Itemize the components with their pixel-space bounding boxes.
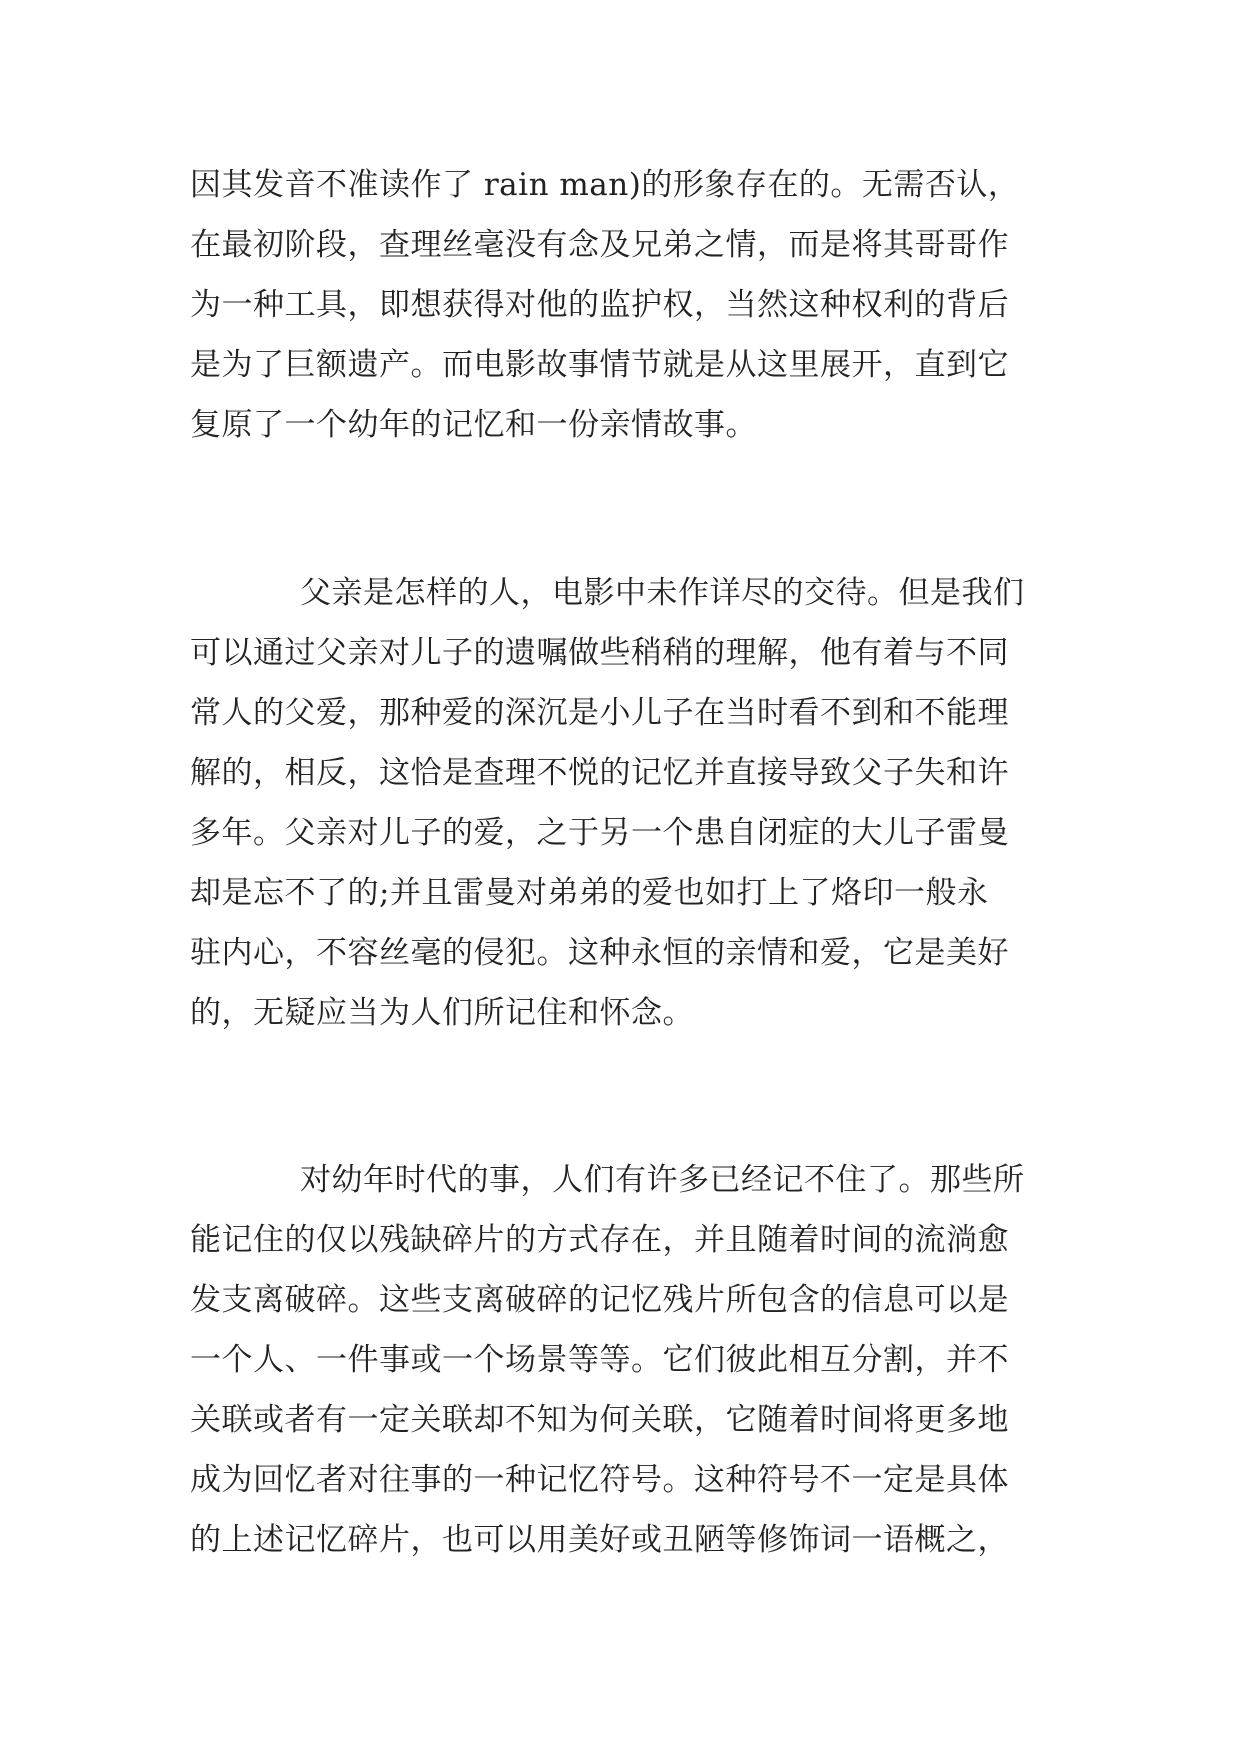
text-line: 的，无疑应当为人们所记住和怀念。 bbox=[190, 995, 694, 1031]
text-line: 却是忘不了的;并且雷曼对弟弟的爱也如打上了烙印一般永 bbox=[190, 875, 989, 911]
text-line: 多年。父亲对儿子的爱，之于另一个患自闭症的大儿子雷曼 bbox=[190, 815, 1009, 851]
text-line: 的上述记忆碎片，也可以用美好或丑陋等修饰词一语概之， bbox=[190, 1522, 1009, 1558]
text-line: 驻内心，不容丝毫的侵犯。这种永恒的亲情和爱，它是美好 bbox=[190, 935, 1009, 971]
text-line: 在最初阶段，查理丝毫没有念及兄弟之情，而是将其哥哥作 bbox=[190, 227, 1009, 263]
text-line: 可以通过父亲对儿子的遗嘱做些稍稍的理解，他有着与不同 bbox=[190, 635, 1009, 671]
text-line: 发支离破碎。这些支离破碎的记忆残片所包含的信息可以是 bbox=[190, 1282, 1009, 1318]
text-line-indented: 对幼年时代的事，人们有许多已经记不住了。那些所 bbox=[300, 1162, 1025, 1198]
text-line: 成为回忆者对往事的一种记忆符号。这种符号不一定是具体 bbox=[190, 1462, 1009, 1498]
text-line: 能记住的仅以残缺碎片的方式存在，并且随着时间的流淌愈 bbox=[190, 1222, 1009, 1258]
paragraph-3 bbox=[190, 1150, 1070, 1570]
text-line: 因其发音不准读作了 rain man)的形象存在的。无需否认， bbox=[190, 167, 1020, 203]
text-line: 常人的父爱，那种爱的深沉是小儿子在当时看不到和不能理 bbox=[190, 695, 1009, 731]
text-line: 复原了一个幼年的记忆和一份亲情故事。 bbox=[190, 407, 757, 443]
text-line-indented: 父亲是怎样的人，电影中未作详尽的交待。但是我们 bbox=[300, 575, 1025, 611]
paragraph-1 bbox=[190, 155, 1070, 455]
text-line: 为一种工具，即想获得对他的监护权，当然这种权利的背后 bbox=[190, 287, 1009, 323]
text-line: 一个人、一件事或一个场景等等。它们彼此相互分割，并不 bbox=[190, 1342, 1009, 1378]
text-line: 解的，相反，这恰是查理不悦的记忆并直接导致父子失和许 bbox=[190, 755, 1009, 791]
text-line: 是为了巨额遗产。而电影故事情节就是从这里展开，直到它 bbox=[190, 347, 1009, 383]
text-line: 关联或者有一定关联却不知为何关联，它随着时间将更多地 bbox=[190, 1402, 1009, 1438]
paragraph-2 bbox=[190, 563, 1070, 1043]
